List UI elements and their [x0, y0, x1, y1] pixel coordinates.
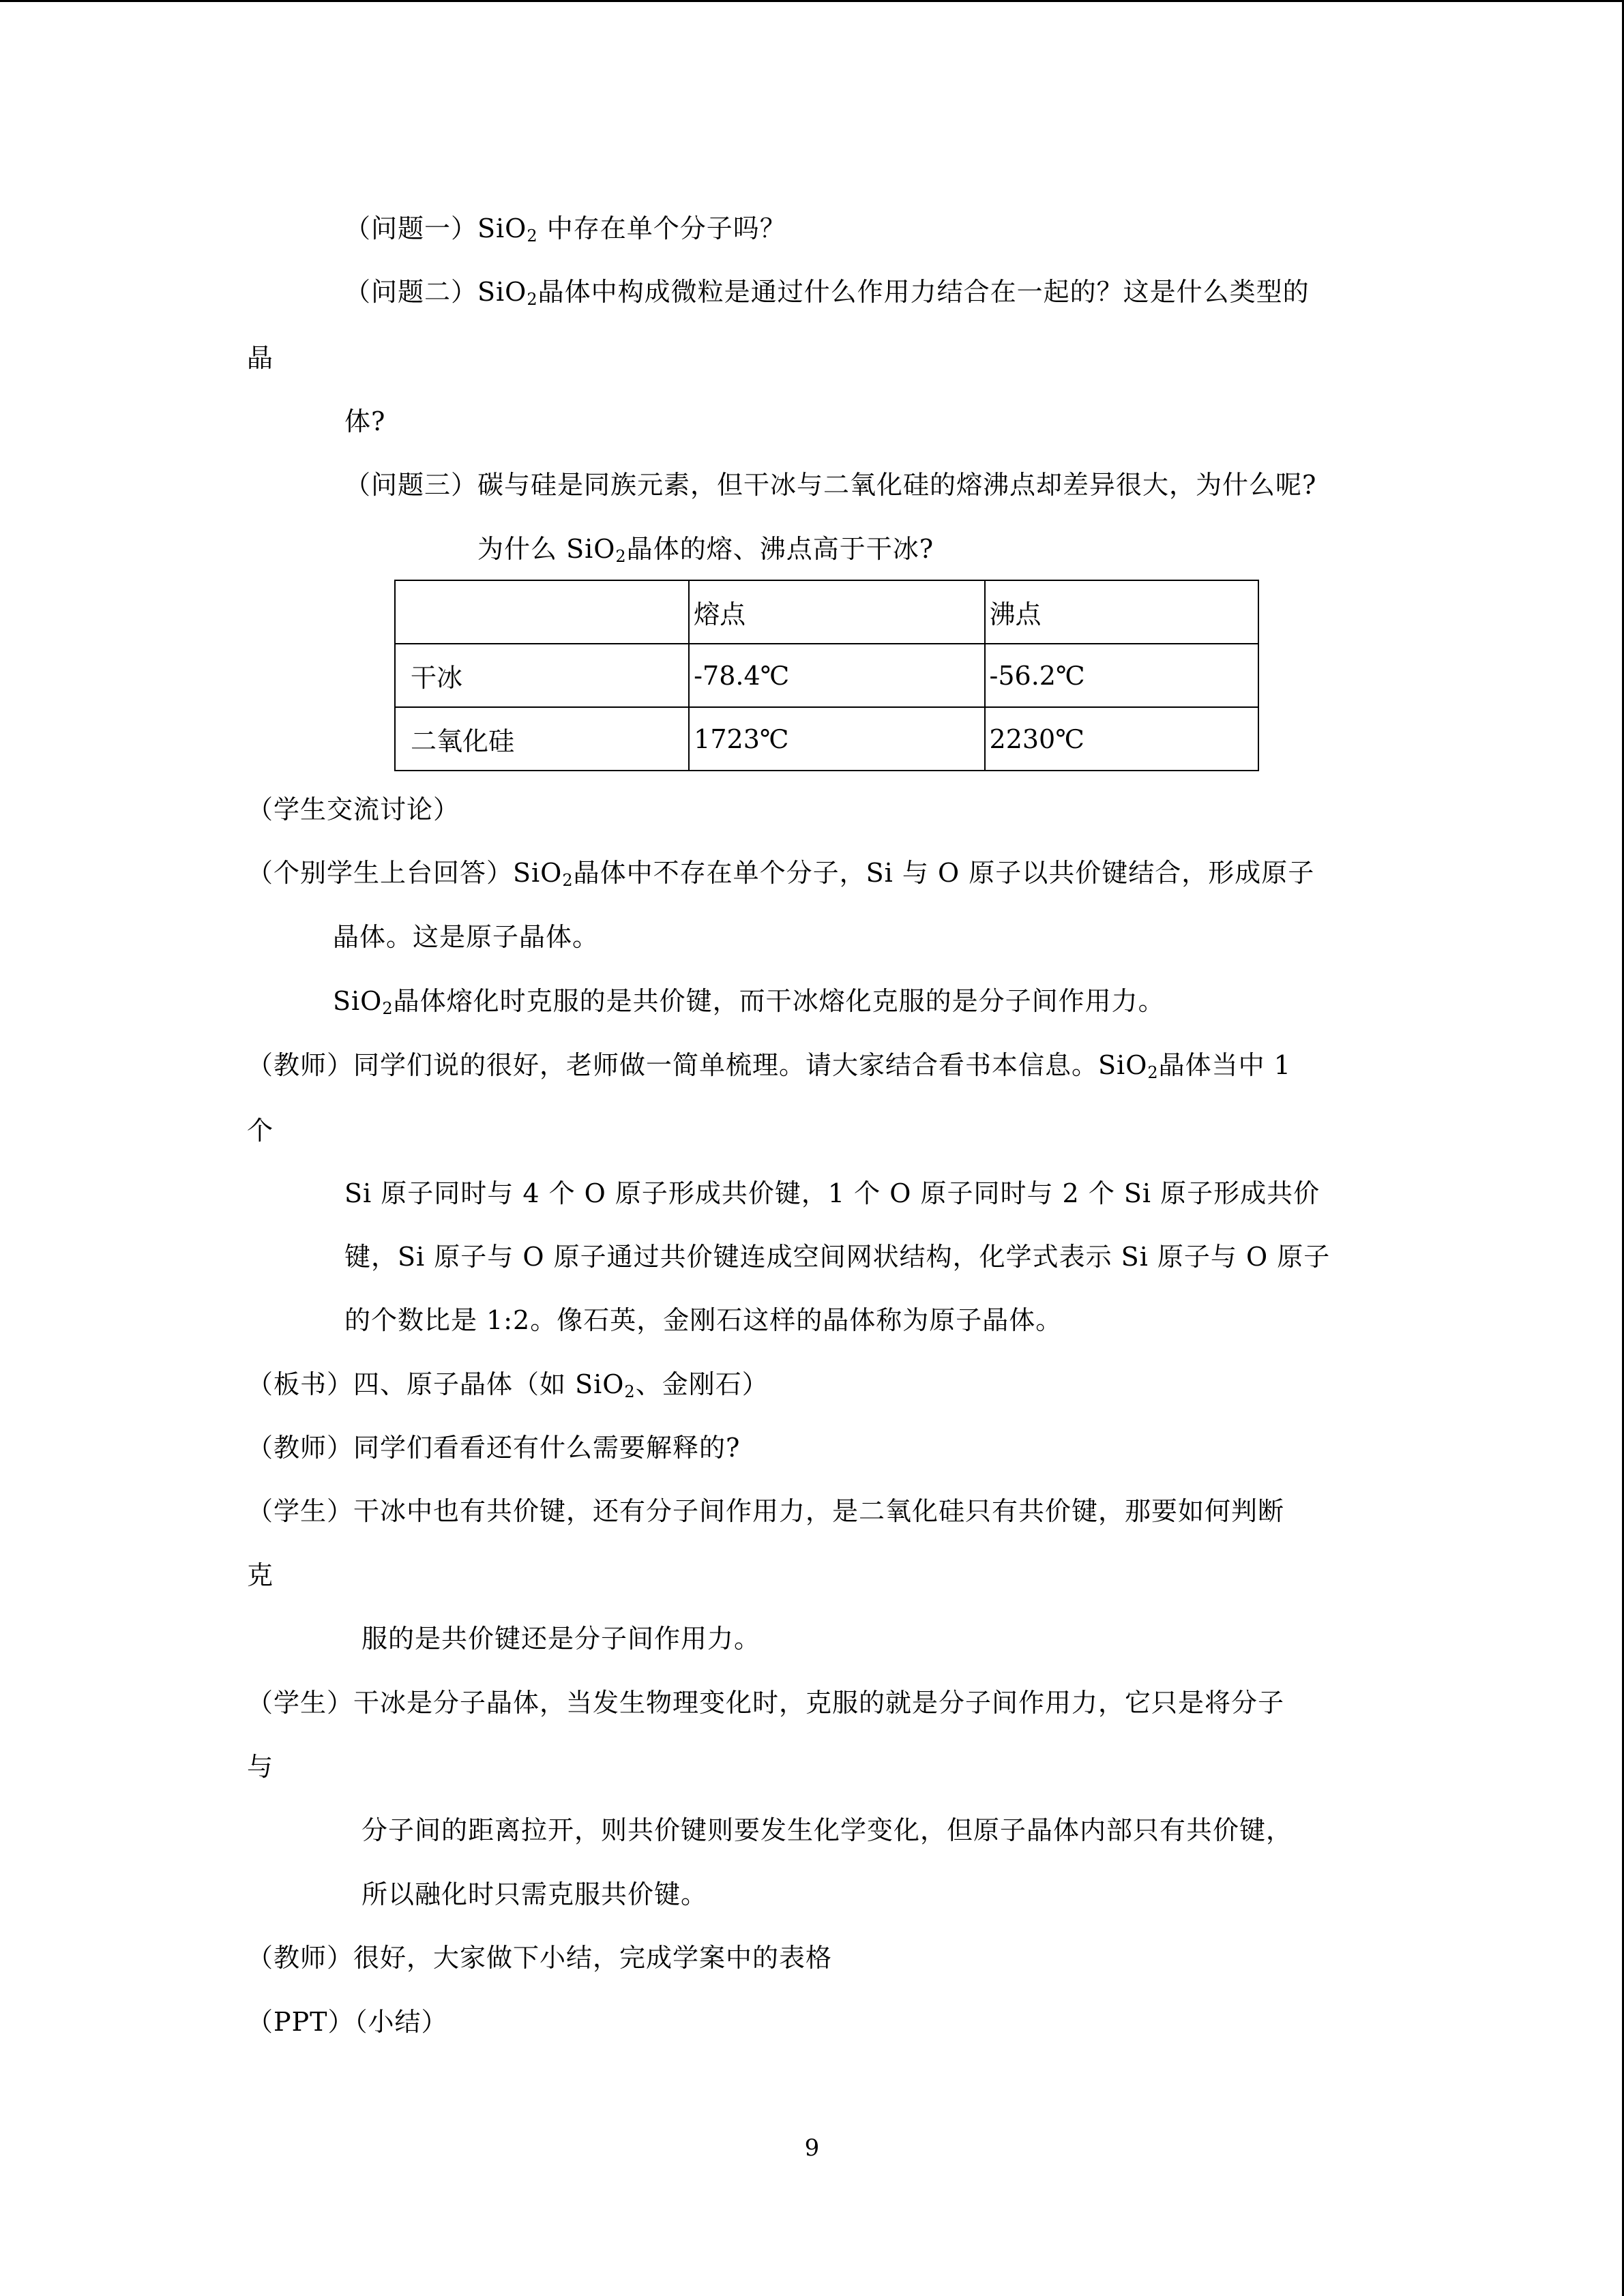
- ppt-summary: （PPT）（小结）: [247, 2007, 448, 2037]
- student-reply-wrap: 与: [247, 1752, 274, 1782]
- question-one: （问题一）SiO$_2$ 中存在单个分子吗？: [344, 213, 786, 245]
- teacher-summary: （教师）同学们说的很好，老师做一简单梳理。请大家结合看书本信息。SiO$_2$晶体当中 1: [247, 1050, 1291, 1082]
- table-row: [395, 644, 1258, 707]
- melting-boiling-table: [394, 580, 1259, 771]
- student-question-wrap: 克: [247, 1560, 274, 1590]
- student-question: （学生）干冰中也有共价键，还有分子间作用力，是二氧化硅只有共价键，那要如何判断: [247, 1496, 1285, 1526]
- student-discussion: （学生交流讨论）: [247, 794, 460, 824]
- teacher-summary-cont-1: Si 原子同时与 4 个 O 原子形成共价键，1 个 O 原子同时与 2 个 Si 原子形成共价: [344, 1178, 1320, 1208]
- student-reply: （学生）干冰是分子晶体，当发生物理变化时，克服的就是分子间作用力，它只是将分子: [247, 1688, 1285, 1718]
- table-cell: -78.4℃: [689, 644, 984, 707]
- table-cell: 2230℃: [985, 707, 1258, 771]
- table-header-cell: 熔点: [689, 580, 984, 644]
- question-two: （问题二）SiO$_2$晶体中构成微粒是通过什么作用力结合在一起的？这是什么类型的: [344, 277, 1310, 309]
- student-reply-cont-2: 所以融化时只需克服共价键。: [361, 1879, 708, 1909]
- table-row: [395, 707, 1258, 771]
- student-question-cont: 服的是共价键还是分子间作用力。: [361, 1624, 761, 1654]
- teacher-summary-wrap: 个: [247, 1116, 274, 1146]
- table-cell: 干冰: [395, 644, 689, 707]
- table-header-row: [395, 580, 1258, 644]
- question-three: （问题三）碳与硅是同族元素，但干冰与二氧化硅的熔沸点却差异很大，为什么呢?: [344, 470, 1317, 500]
- student-reply-cont-1: 分子间的距离拉开，则共价键则要发生化学变化，但原子晶体内部只有共价键，: [361, 1815, 1293, 1845]
- table-cell: 二氧化硅: [395, 707, 689, 771]
- student-answer: （个别学生上台回答）SiO$_2$晶体中不存在单个分子，Si 与 O 原子以共价键结合，形成原子: [247, 858, 1315, 890]
- teacher-question: （教师）同学们看看还有什么需要解释的?: [247, 1433, 741, 1463]
- teacher-summary-cont-2: 键，Si 原子与 O 原子通过共价键连成空间网状结构，化学式表示 Si 原子与 O 原子: [344, 1242, 1331, 1272]
- table-cell: -56.2℃: [985, 644, 1258, 707]
- page-number: 9: [804, 2134, 820, 2162]
- question-three-cont: 为什么 SiO$_2$晶体的熔、沸点高于干冰?: [477, 534, 934, 566]
- board-note: （板书）四、原子晶体（如 SiO$_2$、金刚石）: [247, 1369, 769, 1401]
- teacher-closing: （教师）很好，大家做下小结，完成学案中的表格: [247, 1943, 833, 1973]
- question-two-wrap: 晶: [247, 343, 274, 373]
- melting-explanation: SiO$_2$晶体熔化时克服的是共价键，而干冰熔化克服的是分子间作用力。: [333, 986, 1165, 1018]
- table-cell: 1723℃: [689, 707, 984, 771]
- student-answer-cont: 晶体。这是原子晶体。: [333, 922, 600, 952]
- question-two-cont: 体?: [344, 406, 386, 436]
- table-header-cell: [395, 580, 689, 644]
- table-header-cell: 沸点: [985, 580, 1258, 644]
- teacher-summary-cont-3: 的个数比是 1:2。像石英，金刚石这样的晶体称为原子晶体。: [344, 1305, 1063, 1335]
